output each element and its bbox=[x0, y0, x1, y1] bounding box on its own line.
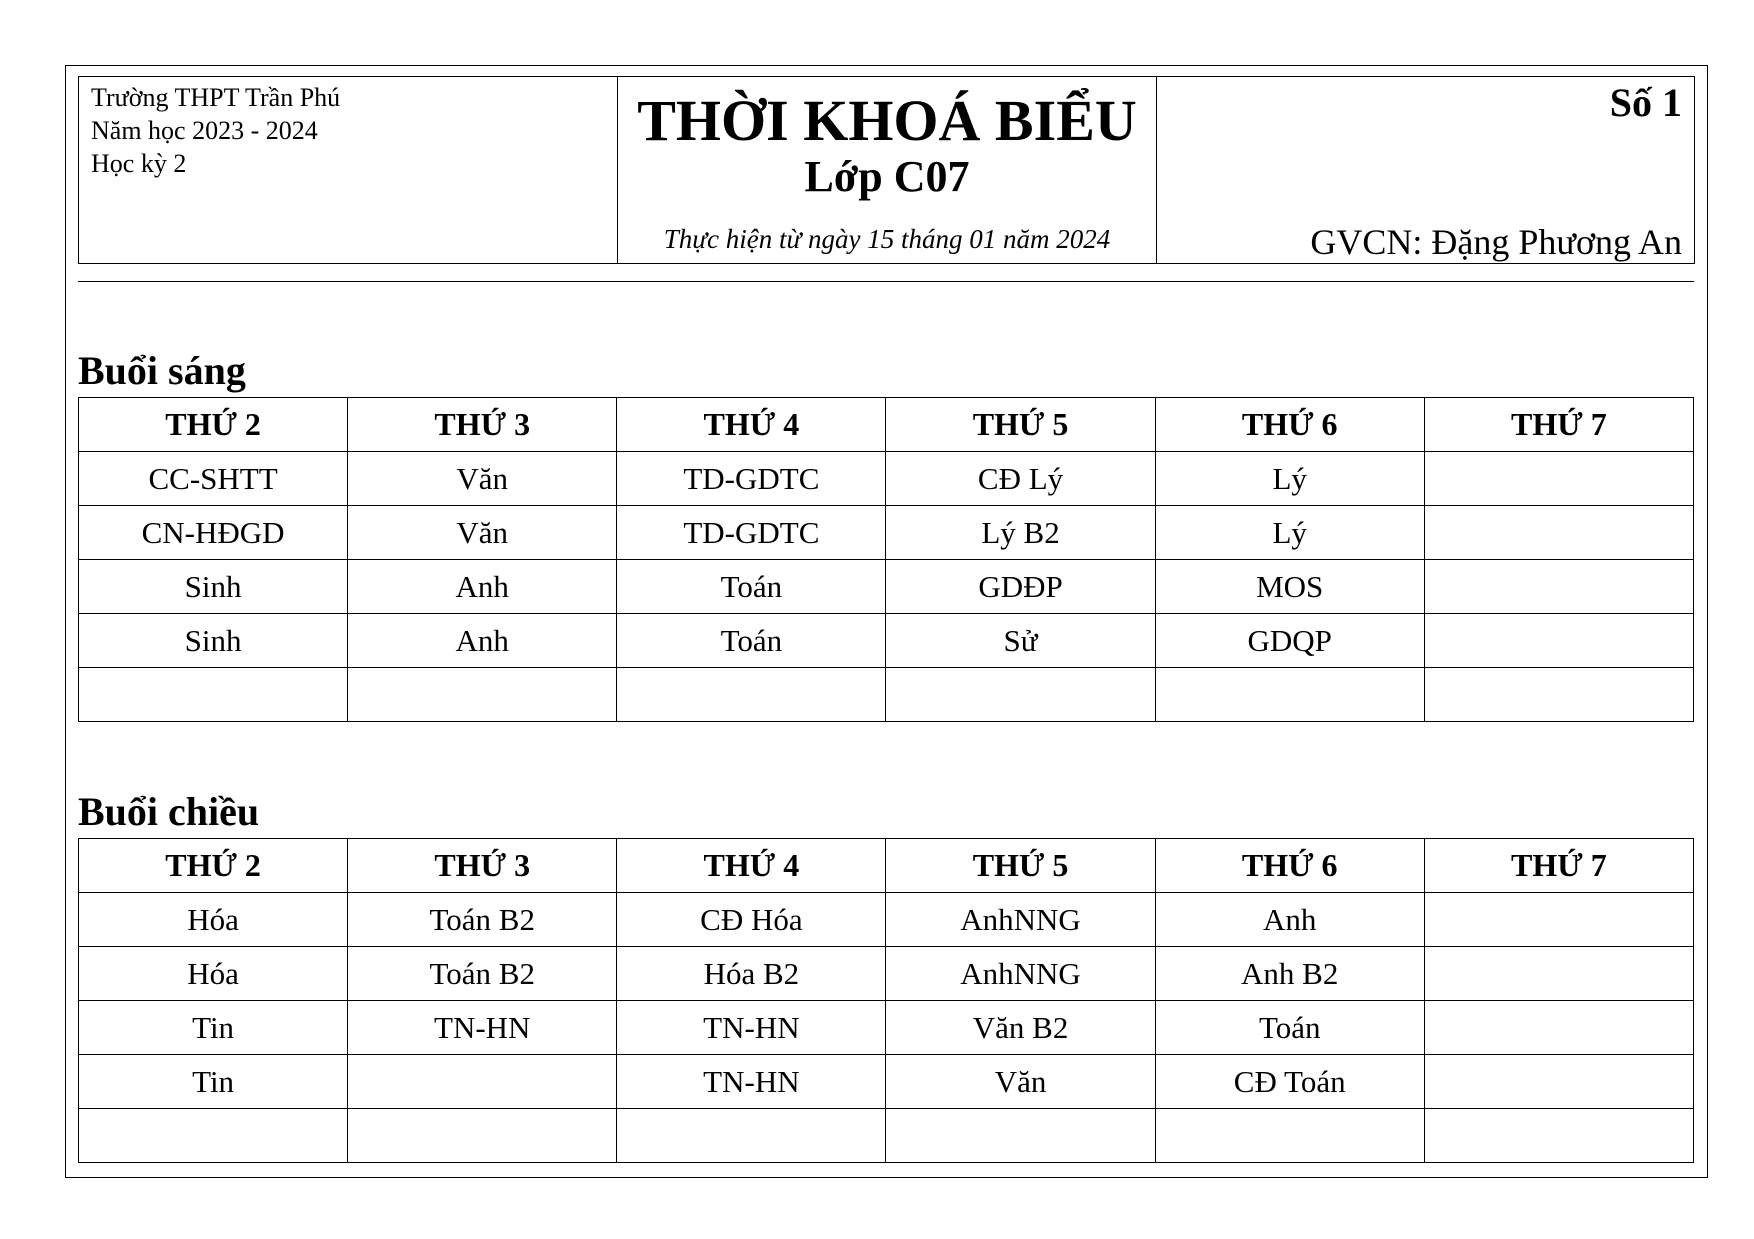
day-header: THỨ 7 bbox=[1424, 839, 1693, 893]
subject-cell: Sử bbox=[886, 614, 1155, 668]
school-year: Năm học 2023 - 2024 bbox=[91, 116, 318, 145]
subject-cell bbox=[886, 1109, 1155, 1163]
subject-cell: CĐ Lý bbox=[886, 452, 1155, 506]
subject-cell bbox=[1424, 947, 1693, 1001]
subject-cell: CĐ Toán bbox=[1155, 1055, 1424, 1109]
subject-cell bbox=[1155, 1109, 1424, 1163]
day-header: THỨ 2 bbox=[79, 398, 348, 452]
subject-cell: Toán bbox=[617, 614, 886, 668]
subject-cell: MOS bbox=[1155, 560, 1424, 614]
subject-cell: TN-HN bbox=[348, 1001, 617, 1055]
day-header: THỨ 6 bbox=[1155, 839, 1424, 893]
day-header: THỨ 5 bbox=[886, 839, 1155, 893]
subject-cell bbox=[1424, 1001, 1693, 1055]
semester: Học kỳ 2 bbox=[91, 149, 187, 178]
class-name: Lớp C07 bbox=[804, 152, 970, 201]
subject-cell: AnhNNG bbox=[886, 893, 1155, 947]
subject-cell: Hóa bbox=[79, 947, 348, 1001]
subject-cell: TD-GDTC bbox=[617, 506, 886, 560]
table-header-row bbox=[79, 398, 1694, 452]
subject-cell: CĐ Hóa bbox=[617, 893, 886, 947]
document-number: Số 1 bbox=[1609, 80, 1682, 125]
subject-cell bbox=[348, 668, 617, 722]
info-cell bbox=[1157, 77, 1695, 264]
table-row bbox=[79, 668, 1694, 722]
subject-cell: TD-GDTC bbox=[617, 452, 886, 506]
subject-cell: Toán B2 bbox=[348, 947, 617, 1001]
morning-heading: Buổi sáng bbox=[78, 348, 246, 393]
subject-cell: Văn bbox=[348, 506, 617, 560]
subject-cell: Hóa bbox=[79, 893, 348, 947]
subject-cell bbox=[348, 1055, 617, 1109]
subject-cell: AnhNNG bbox=[886, 947, 1155, 1001]
page-title: THỜI KHOÁ BIỂU bbox=[637, 88, 1137, 153]
subject-cell: GDĐP bbox=[886, 560, 1155, 614]
homeroom-teacher: GVCN: Đặng Phương An bbox=[1310, 222, 1682, 262]
day-header: THỨ 5 bbox=[886, 398, 1155, 452]
subject-cell: Hóa B2 bbox=[617, 947, 886, 1001]
subject-cell: Lý bbox=[1155, 506, 1424, 560]
subject-cell: Sinh bbox=[79, 614, 348, 668]
afternoon-schedule-table bbox=[78, 838, 1694, 1163]
subject-cell bbox=[1424, 893, 1693, 947]
subject-cell: Toán B2 bbox=[348, 893, 617, 947]
subject-cell: Toán bbox=[1155, 1001, 1424, 1055]
effective-date: Thực hiện từ ngày 15 tháng 01 năm 2024 bbox=[663, 224, 1111, 254]
table-row bbox=[79, 1055, 1694, 1109]
table-row bbox=[79, 506, 1694, 560]
subject-cell bbox=[1424, 452, 1693, 506]
table-row bbox=[79, 1109, 1694, 1163]
document-header bbox=[78, 76, 1695, 264]
subject-cell: Anh bbox=[348, 560, 617, 614]
subject-cell: GDQP bbox=[1155, 614, 1424, 668]
subject-cell bbox=[617, 1109, 886, 1163]
subject-cell: Tin bbox=[79, 1055, 348, 1109]
subject-cell bbox=[886, 668, 1155, 722]
table-row bbox=[79, 614, 1694, 668]
subject-cell: CC-SHTT bbox=[79, 452, 348, 506]
header-divider bbox=[78, 281, 1694, 282]
day-header: THỨ 3 bbox=[348, 398, 617, 452]
table-row bbox=[79, 560, 1694, 614]
day-header: THỨ 2 bbox=[79, 839, 348, 893]
table-header-row bbox=[79, 839, 1694, 893]
school-info-cell bbox=[79, 77, 618, 264]
subject-cell bbox=[348, 1109, 617, 1163]
subject-cell: Anh bbox=[348, 614, 617, 668]
subject-cell bbox=[1424, 1109, 1693, 1163]
afternoon-heading: Buổi chiều bbox=[78, 789, 260, 834]
table-row bbox=[79, 1001, 1694, 1055]
subject-cell: Lý B2 bbox=[886, 506, 1155, 560]
subject-cell: Lý bbox=[1155, 452, 1424, 506]
subject-cell bbox=[1424, 560, 1693, 614]
day-header: THỨ 4 bbox=[617, 398, 886, 452]
subject-cell: Sinh bbox=[79, 560, 348, 614]
subject-cell: Văn B2 bbox=[886, 1001, 1155, 1055]
subject-cell: Toán bbox=[617, 560, 886, 614]
day-header: THỨ 4 bbox=[617, 839, 886, 893]
subject-cell: Văn bbox=[886, 1055, 1155, 1109]
title-cell bbox=[618, 77, 1157, 264]
subject-cell bbox=[1155, 668, 1424, 722]
subject-cell: Anh bbox=[1155, 893, 1424, 947]
subject-cell bbox=[1424, 506, 1693, 560]
subject-cell: TN-HN bbox=[617, 1001, 886, 1055]
school-name: Trường THPT Trần Phú bbox=[91, 83, 341, 112]
subject-cell bbox=[1424, 1055, 1693, 1109]
table-row bbox=[79, 893, 1694, 947]
day-header: THỨ 6 bbox=[1155, 398, 1424, 452]
day-header: THỨ 3 bbox=[348, 839, 617, 893]
subject-cell bbox=[79, 668, 348, 722]
table-row bbox=[79, 947, 1694, 1001]
subject-cell: Văn bbox=[348, 452, 617, 506]
subject-cell: CN-HĐGD bbox=[79, 506, 348, 560]
day-header: THỨ 7 bbox=[1424, 398, 1693, 452]
subject-cell bbox=[1424, 668, 1693, 722]
subject-cell: Tin bbox=[79, 1001, 348, 1055]
subject-cell bbox=[617, 668, 886, 722]
subject-cell: Anh B2 bbox=[1155, 947, 1424, 1001]
table-row bbox=[79, 452, 1694, 506]
subject-cell: TN-HN bbox=[617, 1055, 886, 1109]
subject-cell bbox=[1424, 614, 1693, 668]
morning-schedule-table bbox=[78, 397, 1694, 722]
subject-cell bbox=[79, 1109, 348, 1163]
